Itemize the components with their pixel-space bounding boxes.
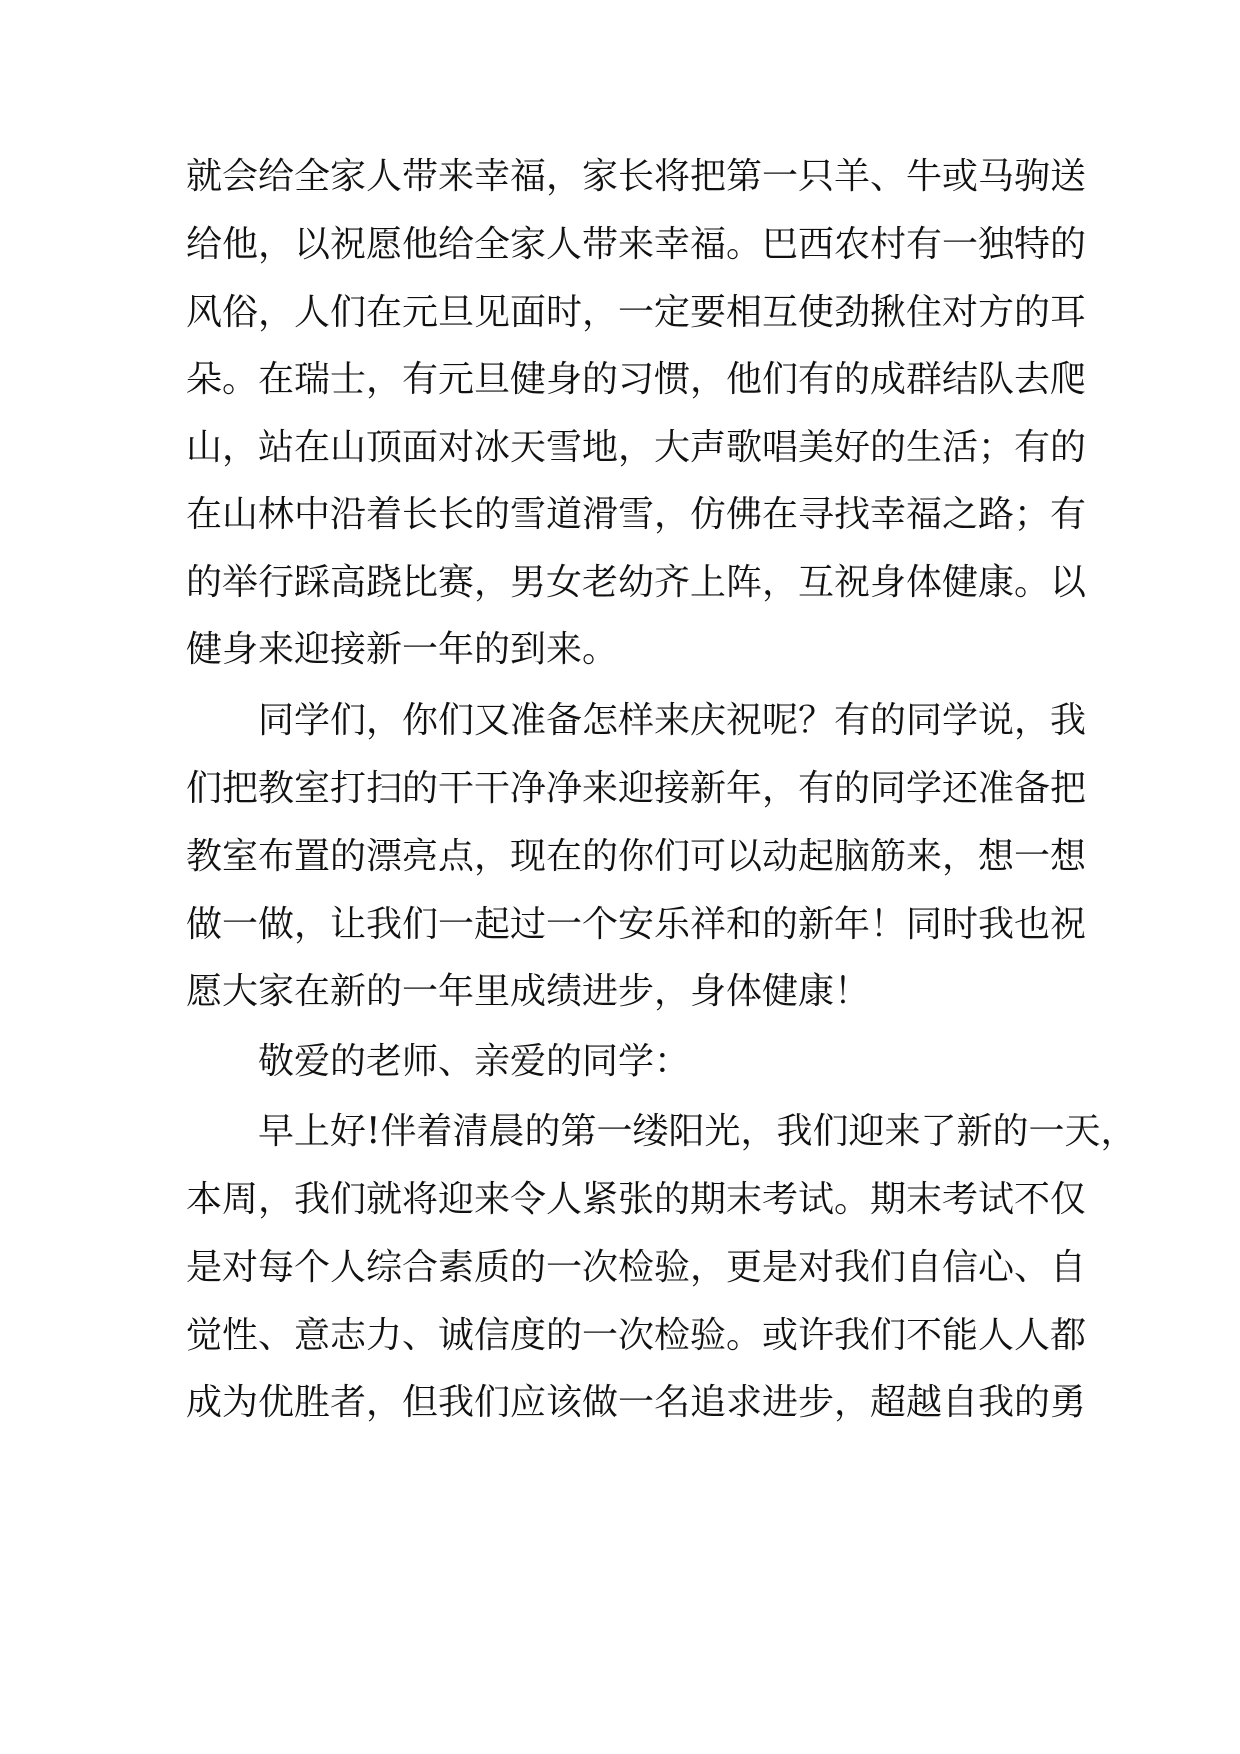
- text-line: 就会给全家人带来幸福，家长将把第一只羊、牛或马驹送: [186, 156, 1087, 197]
- text-line: 愿大家在新的一年里成绩进步，身体健康！: [186, 971, 871, 1012]
- text-line: 觉性、意志力、诚信度的一次检验。或许我们不能人人都: [186, 1315, 1087, 1356]
- text-line: 教室布置的漂亮点，现在的你们可以动起脑筋来，想一想: [186, 836, 1087, 877]
- text-line: 风俗，人们在元旦见面时，一定要相互使劲揪住对方的耳: [186, 292, 1087, 333]
- text-line: 朵。在瑞士，有元旦健身的习惯，他们有的成群结队去爬: [186, 359, 1087, 400]
- text-line: 成为优胜者，但我们应该做一名追求进步，超越自我的勇: [186, 1382, 1087, 1423]
- text-line: 本周，我们就将迎来令人紧张的期末考试。期末考试不仅: [186, 1179, 1087, 1220]
- paragraph-start-line: 早上好!伴着清晨的第一缕阳光，我们迎来了新的一天，: [258, 1111, 1137, 1152]
- text-line: 是对每个人综合素质的一次检验，更是对我们自信心、自: [186, 1247, 1087, 1288]
- text-line: 们把教室打扫的干干净净来迎接新年，有的同学还准备把: [186, 768, 1087, 809]
- salutation-line: 敬爱的老师、亲爱的同学：: [258, 1041, 691, 1082]
- text-line: 给他，以祝愿他给全家人带来幸福。巴西农村有一独特的: [186, 224, 1087, 265]
- text-line: 健身来迎接新一年的到来。: [186, 629, 619, 670]
- paragraph-start-line: 同学们，你们又准备怎样来庆祝呢？有的同学说，我: [258, 700, 1087, 741]
- text-line: 在山林中沿着长长的雪道滑雪，仿佛在寻找幸福之路；有: [186, 494, 1087, 535]
- text-line: 山，站在山顶面对冰天雪地，大声歌唱美好的生活；有的: [186, 427, 1087, 468]
- text-line: 的举行踩高跷比赛，男女老幼齐上阵，互祝身体健康。以: [186, 562, 1087, 603]
- text-line: 做一做，让我们一起过一个安乐祥和的新年！同时我也祝: [186, 904, 1087, 945]
